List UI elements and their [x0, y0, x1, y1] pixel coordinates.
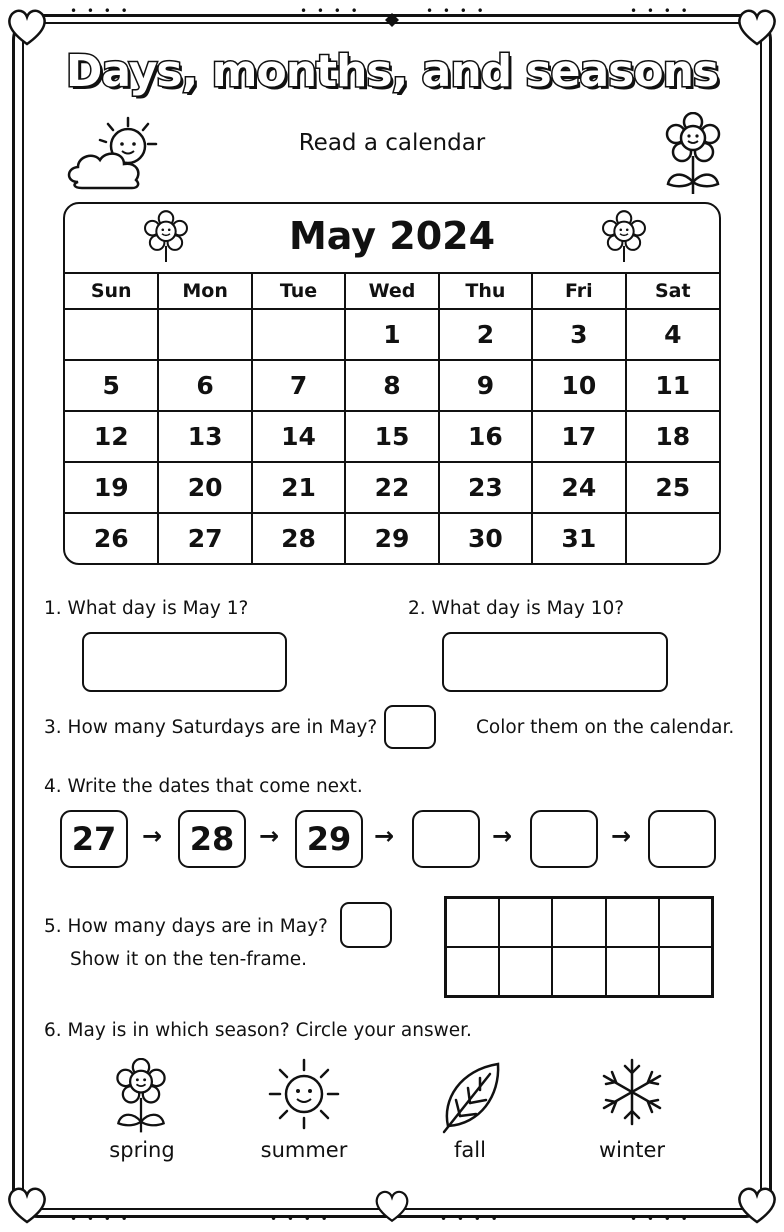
leaf-icon[interactable]: [440, 1060, 504, 1134]
calendar-grid: [65, 272, 719, 563]
dot-divider: • • • •: [630, 4, 691, 18]
ten-frame[interactable]: [444, 896, 714, 998]
heart-icon: [734, 1182, 780, 1228]
season-option-fall[interactable]: fall: [454, 1138, 486, 1162]
question-3-note: Color them on the calendar.: [476, 717, 735, 738]
flower-icon: [662, 112, 724, 198]
sequence-box[interactable]: [530, 810, 598, 868]
page-title: Days, months, and seasons: [65, 46, 719, 97]
answer-box-q2[interactable]: [442, 632, 668, 692]
calendar-day-cell[interactable]: 13: [158, 411, 251, 462]
calendar-week-row: [65, 411, 719, 462]
calendar-day-cell[interactable]: 15: [345, 411, 438, 462]
ten-frame-cell[interactable]: [659, 898, 712, 947]
ten-frame-cell[interactable]: [552, 898, 605, 947]
calendar-day-cell[interactable]: [65, 309, 158, 360]
dot-divider: • • • •: [270, 1212, 331, 1226]
sequence-box[interactable]: [412, 810, 480, 868]
calendar-day-cell[interactable]: 30: [439, 513, 532, 563]
ten-frame-cell[interactable]: [606, 947, 659, 996]
arrow-icon: →: [142, 822, 163, 850]
flower-icon[interactable]: [112, 1058, 170, 1136]
calendar-day-cell[interactable]: 24: [532, 462, 625, 513]
weekday-header: Fri: [532, 273, 625, 309]
calendar-day-cell[interactable]: 27: [158, 513, 251, 563]
calendar-day-cell[interactable]: 25: [626, 462, 719, 513]
calendar-day-cell[interactable]: 10: [532, 360, 625, 411]
ten-frame-cell[interactable]: [446, 898, 499, 947]
calendar-week-row: [65, 513, 719, 563]
answer-box-q1[interactable]: [82, 632, 287, 692]
calendar-week-row: [65, 462, 719, 513]
answer-box-q5[interactable]: [340, 902, 392, 948]
dot-divider: • • • •: [70, 4, 131, 18]
ten-frame-cell[interactable]: [446, 947, 499, 996]
calendar-day-cell[interactable]: 12: [65, 411, 158, 462]
dot-divider: • • • •: [440, 1212, 501, 1226]
arrow-icon: →: [492, 822, 513, 850]
sequence-box[interactable]: 28: [178, 810, 246, 868]
heart-icon: [734, 4, 780, 50]
calendar-day-cell[interactable]: 28: [252, 513, 345, 563]
calendar-day-cell[interactable]: 23: [439, 462, 532, 513]
dot-divider: • • • •: [70, 1212, 131, 1226]
ten-frame-cell[interactable]: [659, 947, 712, 996]
diamond-icon: [384, 12, 400, 28]
weekday-header: Mon: [158, 273, 251, 309]
ten-frame-cell[interactable]: [552, 947, 605, 996]
dot-divider: • • • •: [300, 4, 361, 18]
heart-icon: [372, 1186, 412, 1226]
calendar-day-cell[interactable]: [252, 309, 345, 360]
weekday-header: Sat: [626, 273, 719, 309]
season-option-summer[interactable]: summer: [260, 1138, 348, 1162]
question-1: 1. What day is May 1?: [44, 598, 249, 619]
arrow-icon: →: [611, 822, 632, 850]
calendar-day-cell[interactable]: 21: [252, 462, 345, 513]
ten-frame-cell[interactable]: [606, 898, 659, 947]
calendar-day-cell[interactable]: 19: [65, 462, 158, 513]
calendar-day-cell[interactable]: 6: [158, 360, 251, 411]
weekday-header: Sun: [65, 273, 158, 309]
page-subtitle: Read a calendar: [298, 130, 486, 156]
calendar-day-cell[interactable]: 20: [158, 462, 251, 513]
weekday-header: Wed: [345, 273, 438, 309]
weekday-header: Tue: [252, 273, 345, 309]
sequence-box[interactable]: 27: [60, 810, 128, 868]
sequence-box[interactable]: [648, 810, 716, 868]
calendar-title: May 2024: [288, 214, 496, 258]
calendar-day-cell[interactable]: 2: [439, 309, 532, 360]
calendar-day-cell[interactable]: 1: [345, 309, 438, 360]
calendar-day-cell[interactable]: 17: [532, 411, 625, 462]
calendar-day-cell[interactable]: 8: [345, 360, 438, 411]
heart-icon: [4, 4, 50, 50]
sun-icon[interactable]: [264, 1056, 344, 1132]
question-4: 4. Write the dates that come next.: [44, 776, 363, 797]
calendar-day-cell[interactable]: 16: [439, 411, 532, 462]
calendar: [63, 202, 721, 565]
answer-box-q3[interactable]: [384, 705, 436, 749]
dot-divider: • • • •: [426, 4, 487, 18]
question-2: 2. What day is May 10?: [408, 598, 625, 619]
calendar-day-cell[interactable]: 5: [65, 360, 158, 411]
dot-divider: • • • •: [630, 1212, 691, 1226]
calendar-day-cell[interactable]: 7: [252, 360, 345, 411]
ten-frame-cell[interactable]: [499, 898, 552, 947]
calendar-day-cell[interactable]: 29: [345, 513, 438, 563]
calendar-week-row: [65, 360, 719, 411]
calendar-day-cell[interactable]: 18: [626, 411, 719, 462]
sequence-box[interactable]: 29: [295, 810, 363, 868]
calendar-day-cell[interactable]: 9: [439, 360, 532, 411]
calendar-day-cell[interactable]: 22: [345, 462, 438, 513]
heart-icon: [4, 1182, 50, 1228]
question-5: 5. How many days are in May?: [44, 916, 328, 937]
arrow-icon: →: [374, 822, 395, 850]
calendar-day-cell[interactable]: 14: [252, 411, 345, 462]
question-5-instruction: Show it on the ten-frame.: [70, 949, 308, 970]
ten-frame-cell[interactable]: [499, 947, 552, 996]
sun-cloud-icon: [60, 112, 170, 196]
season-option-spring[interactable]: spring: [109, 1138, 175, 1162]
calendar-day-cell[interactable]: 31: [532, 513, 625, 563]
calendar-day-cell[interactable]: 3: [532, 309, 625, 360]
arrow-icon: →: [259, 822, 280, 850]
calendar-week-row: [65, 309, 719, 360]
question-3: 3. How many Saturdays are in May?: [44, 717, 378, 738]
weekday-header-row: [65, 273, 719, 309]
season-option-winter[interactable]: winter: [598, 1138, 666, 1162]
question-6: 6. May is in which season? Circle your answer.: [44, 1020, 472, 1041]
calendar-day-cell[interactable]: 11: [626, 360, 719, 411]
weekday-header: Thu: [439, 273, 532, 309]
calendar-day-cell[interactable]: [626, 513, 719, 563]
calendar-day-cell[interactable]: [158, 309, 251, 360]
calendar-day-cell[interactable]: 26: [65, 513, 158, 563]
calendar-day-cell[interactable]: 4: [626, 309, 719, 360]
snowflake-icon[interactable]: [598, 1056, 666, 1128]
